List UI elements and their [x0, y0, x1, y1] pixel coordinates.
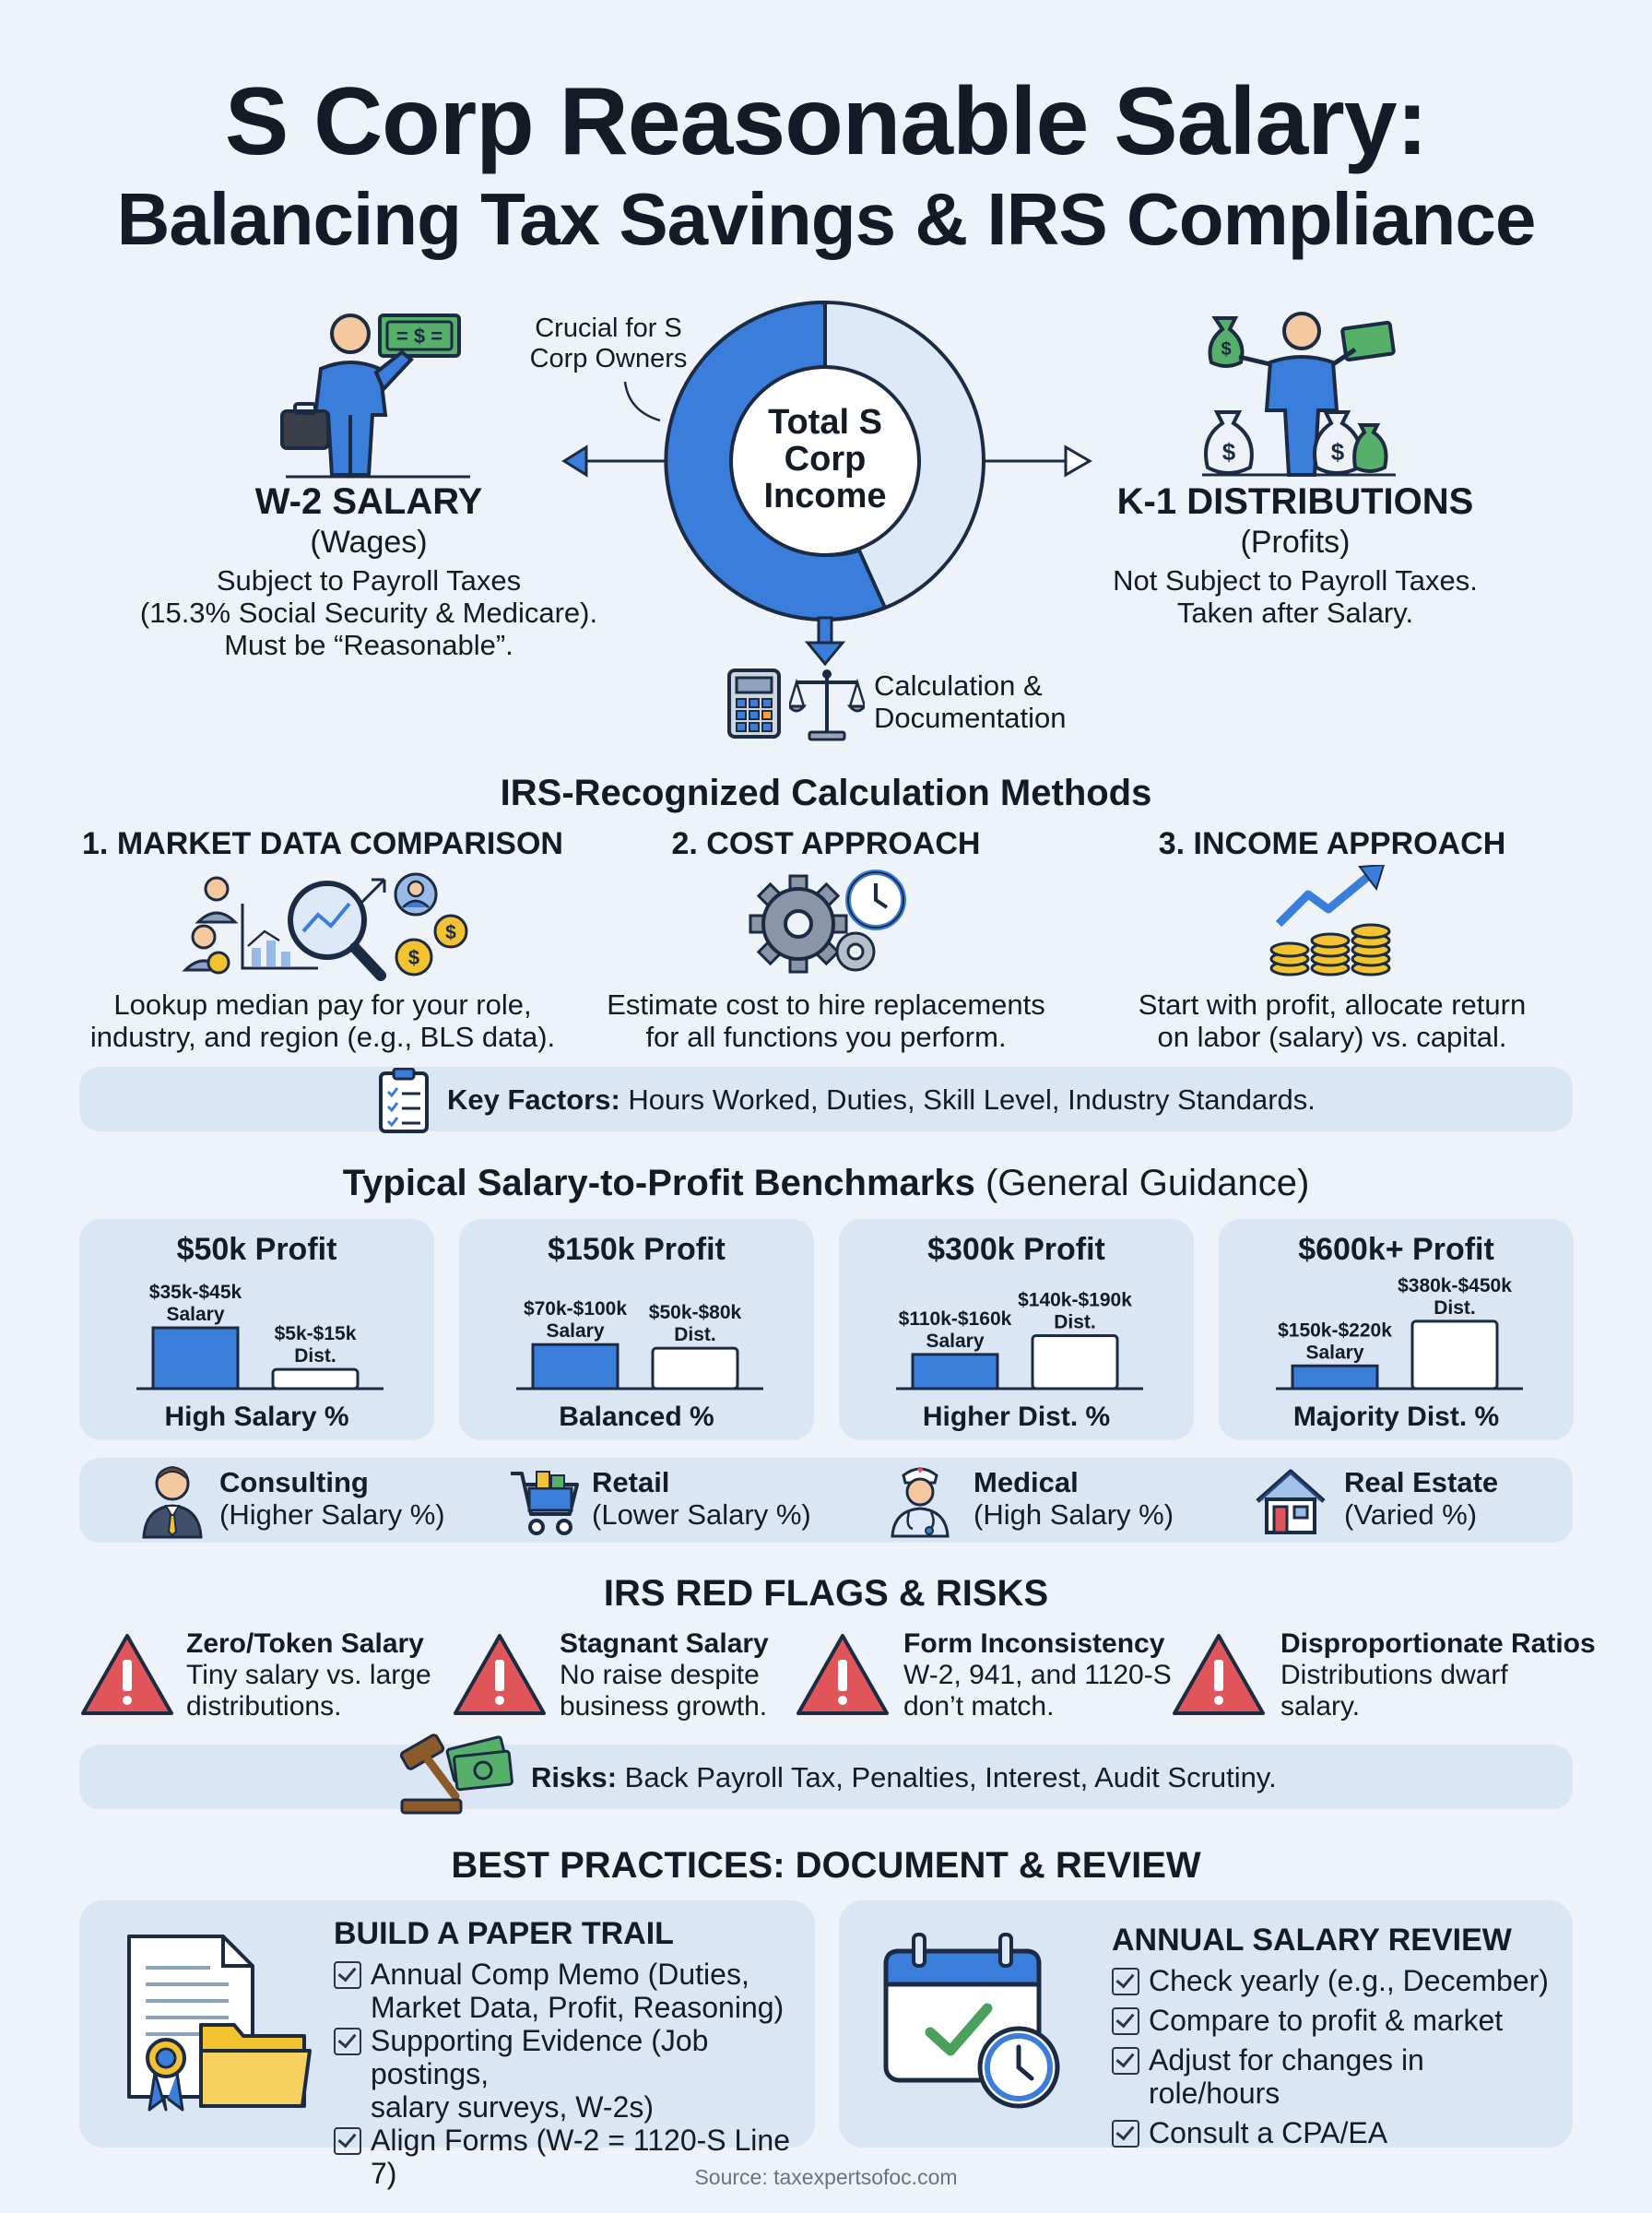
salary-word-label: Salary [926, 1330, 985, 1352]
method-title-cost: 2. COST APPROACH [671, 826, 981, 861]
benchmark-card-title: $50k Profit [176, 1232, 337, 1267]
salary-desc-line2: (15.3% Social Security & Medicare). [139, 597, 598, 629]
checkbox-checked-icon [334, 2127, 361, 2155]
callout-text: Crucial for S Corp Owners [529, 314, 688, 373]
dist-range-label: $380k-$450k [1398, 1274, 1512, 1296]
consultant-icon [140, 1462, 205, 1539]
distribution-bar [1032, 1336, 1117, 1389]
house-icon [1254, 1466, 1328, 1536]
industry-name-real-estate: Real Estate [1344, 1466, 1499, 1498]
flag-title-token-salary: Zero/Token Salary [186, 1628, 424, 1659]
paper-item-1 [334, 1958, 804, 2024]
benchmarks-heading: Typical Salary-to-Profit Benchmarks [342, 1163, 975, 1203]
calc-label-line1: Calculation & [874, 669, 1043, 702]
svg-text:$: $ [445, 922, 456, 943]
distributions-desc-line1: Not Subject to Payroll Taxes. [1113, 564, 1478, 597]
risks-text: Back Payroll Tax, Penalties, Interest, Audit Scrutiny. [617, 1761, 1277, 1793]
benchmark-card-caption: Higher Dist. % [922, 1402, 1111, 1432]
method-desc-market-2: industry, and region (e.g., BLS data). [89, 1021, 556, 1053]
dist-range-label: $140k-$190k [1018, 1289, 1132, 1311]
shopping-cart-icon [509, 1468, 579, 1536]
review-item-3 [1112, 2043, 1564, 2110]
salary-range-label: $110k-$160k [898, 1308, 1012, 1330]
checkbox-checked-icon [334, 2028, 361, 2055]
page-subtitle: Balancing Tax Savings & IRS Compliance [116, 178, 1536, 260]
industry-note-real-estate: (Varied %) [1344, 1498, 1478, 1531]
salary-desc-line1: Subject to Payroll Taxes [216, 564, 522, 597]
benchmark-card-title: $150k Profit [548, 1232, 726, 1267]
checklist-icon [378, 1068, 430, 1134]
benchmarks-heading-note: (General Guidance) [974, 1163, 1310, 1203]
review-item-3-text: Adjust for changes in role/hours [1149, 2043, 1424, 2110]
paper-trail-title: BUILD A PAPER TRAIL [334, 1916, 674, 1951]
industry-note-medical: (High Salary %) [974, 1498, 1174, 1531]
distributions-heading: K-1 DISTRIBUTIONS [1116, 481, 1474, 522]
salary-bar [1292, 1366, 1377, 1389]
flag-desc-form-inconsistency-1: W-2, 941, and 1120-S [903, 1660, 1172, 1690]
flag-desc-disproportionate-ratios-2: salary. [1280, 1691, 1361, 1722]
method-desc-income-2: on labor (salary) vs. capital. [1157, 1021, 1507, 1053]
flag-title-form-inconsistency: Form Inconsistency [903, 1628, 1165, 1659]
method-desc-cost-2: for all functions you perform. [645, 1021, 1007, 1053]
flag-desc-stagnant-salary-2: business growth. [560, 1691, 768, 1722]
page-title: S Corp Reasonable Salary: [224, 68, 1428, 175]
svg-text:$: $ [1221, 438, 1236, 466]
cost-approach-icon [747, 867, 908, 982]
svg-text:$: $ [1330, 438, 1345, 466]
checkbox-checked-icon [334, 1961, 361, 1989]
industry-name-consulting: Consulting [219, 1466, 369, 1498]
review-item-4-text: Consult a CPA/EA [1149, 2116, 1388, 2149]
checkbox-checked-icon [1112, 2047, 1139, 2075]
method-desc-income-1: Start with profit, allocate return [1138, 988, 1527, 1021]
document-folder-icon [122, 1931, 315, 2115]
salary-bar [913, 1355, 997, 1389]
paper-item-1-line2: Market Data, Profit, Reasoning) [371, 1991, 785, 2024]
svg-text:$: $ [1221, 339, 1232, 360]
calendar-clock-icon [880, 1931, 1065, 2112]
distribution-bar [273, 1369, 358, 1389]
method-desc-market-1: Lookup median pay for your role, [113, 988, 532, 1021]
industry-note-retail: (Lower Salary %) [592, 1498, 811, 1531]
flag-desc-form-inconsistency-2: don’t match. [903, 1691, 1055, 1722]
review-item-1-text: Check yearly (e.g., December) [1149, 1964, 1549, 1997]
money-symbol: = $ = [395, 325, 443, 348]
review-item-4 [1112, 2116, 1564, 2149]
salary-heading: W-2 SALARY [254, 481, 483, 522]
industry-note-consulting: (Higher Salary %) [219, 1498, 445, 1531]
checkbox-checked-icon [1112, 2120, 1139, 2148]
methods-heading: IRS-Recognized Calculation Methods [500, 773, 1152, 813]
risks-heading: IRS RED FLAGS & RISKS [603, 1573, 1049, 1614]
salary-word-label: Salary [546, 1320, 605, 1343]
key-factors-text: Hours Worked, Duties, Skill Level, Industry Standards. [620, 1083, 1316, 1116]
method-desc-cost-1: Estimate cost to hire replacements [607, 988, 1045, 1021]
salary-range-label: $35k-$45k [148, 1282, 242, 1303]
benchmark-card-title: $600k+ Profit [1298, 1232, 1494, 1267]
warning-icon [452, 1632, 548, 1717]
benchmark-card-caption: High Salary % [164, 1402, 349, 1432]
salary-bar [533, 1344, 618, 1389]
distribution-bar [1412, 1321, 1497, 1389]
warning-icon [1171, 1632, 1267, 1717]
dist-word-label: Dist. [674, 1324, 716, 1346]
distributions-desc-line2: Taken after Salary. [1176, 597, 1414, 629]
dist-word-label: Dist. [294, 1345, 336, 1367]
flag-title-stagnant-salary: Stagnant Salary [560, 1628, 769, 1659]
salary-subheading: (Wages) [310, 525, 428, 560]
industry-name-medical: Medical [974, 1466, 1079, 1498]
paper-item-2-line1: Supporting Evidence (Job postings, [371, 2024, 709, 2090]
flag-title-disproportionate-ratios: Disproportionate Ratios [1280, 1628, 1596, 1659]
salary-range-label: $150k-$220k [1278, 1320, 1392, 1342]
benchmark-card-caption: Majority Dist. % [1292, 1402, 1500, 1432]
paper-item-2-line2: salary surveys, W-2s) [371, 2090, 655, 2124]
checkbox-checked-icon [1112, 2007, 1139, 2035]
paper-item-3-line1: Align Forms (W-2 = 1120-S Line 7) [371, 2124, 790, 2190]
source-credit: Source: taxexpertsofoc.com [694, 2165, 958, 2189]
distribution-bar [653, 1348, 738, 1389]
income-approach-icon [1268, 865, 1397, 980]
warning-icon [79, 1632, 175, 1717]
method-title-income: 3. INCOME APPROACH [1158, 826, 1506, 861]
dist-range-label: $50k-$80k [648, 1302, 742, 1324]
key-factors-label: Key Factors: [447, 1083, 620, 1116]
flag-desc-disproportionate-ratios-1: Distributions dwarf [1280, 1660, 1508, 1690]
dist-word-label: Dist. [1434, 1296, 1476, 1319]
paper-item-1-line1: Annual Comp Memo (Duties, [371, 1958, 749, 1991]
salary-range-label: $70k-$100k [523, 1298, 628, 1320]
flag-desc-token-salary-1: Tiny salary vs. large [186, 1660, 431, 1690]
flag-desc-stagnant-salary-1: No raise despite [560, 1660, 760, 1690]
review-item-2-text: Compare to profit & market [1149, 2004, 1504, 2037]
benchmark-card-title: $300k Profit [927, 1232, 1105, 1267]
benchmark-card-caption: Balanced % [559, 1402, 714, 1432]
warning-icon [795, 1632, 891, 1717]
flag-desc-token-salary-2: distributions. [186, 1691, 342, 1722]
salary-review-title: ANNUAL SALARY REVIEW [1112, 1923, 1512, 1958]
dist-word-label: Dist. [1054, 1311, 1096, 1333]
method-title-market: 1. MARKET DATA COMPARISON [82, 826, 563, 861]
svg-text:$: $ [407, 946, 420, 969]
risks-label: Risks: [531, 1761, 618, 1793]
dist-range-label: $5k-$15k [274, 1323, 357, 1345]
market-data-icon [180, 867, 470, 982]
review-item-2 [1112, 2004, 1564, 2037]
paper-item-2 [334, 2024, 804, 2124]
salary-word-label: Salary [1305, 1342, 1364, 1364]
distributions-owner-icon [1198, 309, 1401, 479]
review-item-1 [1112, 1964, 1564, 1997]
distributions-subheading: (Profits) [1240, 525, 1351, 560]
checkbox-checked-icon [1112, 1968, 1139, 1995]
gavel-money-icon [396, 1732, 518, 1817]
medical-staff-icon [887, 1462, 953, 1538]
salary-desc-line3: Must be “Reasonable”. [224, 629, 513, 661]
salary-bar [153, 1328, 238, 1389]
scales-icon [789, 666, 865, 741]
calc-label-line2: Documentation [874, 702, 1067, 734]
calculator-icon [726, 668, 782, 740]
practices-heading: BEST PRACTICES: DOCUMENT & REVIEW [451, 1845, 1201, 1886]
benchmark-cards [0, 1217, 1652, 1443]
donut-center-label: Total S Corp Income [763, 403, 887, 515]
industry-name-retail: Retail [592, 1466, 670, 1498]
salary-word-label: Salary [166, 1304, 225, 1325]
salaried-worker-icon [277, 304, 489, 479]
